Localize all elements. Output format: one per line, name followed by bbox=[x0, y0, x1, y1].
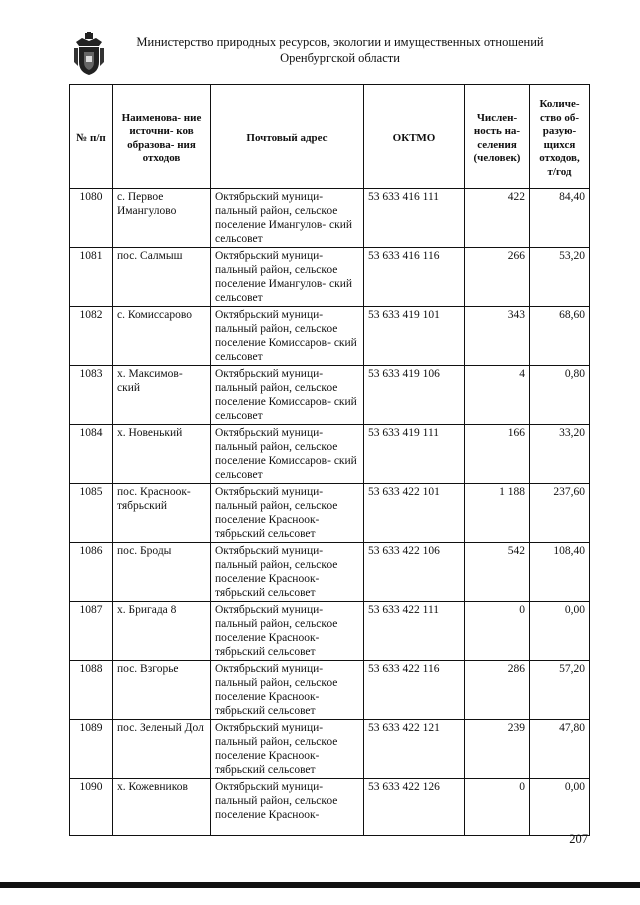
waste-amount: 237,60 bbox=[530, 484, 590, 543]
ministry-title bbox=[110, 34, 570, 66]
row-number: 1087 bbox=[70, 602, 113, 661]
row-number: 1090 bbox=[70, 779, 113, 836]
source-name: пос. Броды bbox=[113, 543, 211, 602]
row-number: 1083 bbox=[70, 366, 113, 425]
table-row bbox=[70, 484, 590, 543]
postal-address: Октябрьский муници- пальный район, сельское поселение Красноок- тябрьский сельсовет bbox=[211, 484, 364, 543]
oktmo-code: 53 633 422 111 bbox=[364, 602, 465, 661]
population: 286 bbox=[465, 661, 530, 720]
row-number: 1082 bbox=[70, 307, 113, 366]
source-name: пос. Салмыш bbox=[113, 248, 211, 307]
waste-amount: 108,40 bbox=[530, 543, 590, 602]
postal-address: Октябрьский муници- пальный район, сельское поселение Красноок- тябрьский сельсовет bbox=[211, 543, 364, 602]
table-row bbox=[70, 661, 590, 720]
table-row bbox=[70, 602, 590, 661]
column-header-source-name: Наименова- ние источни- ков образова- ния отходов bbox=[113, 85, 211, 189]
row-number: 1085 bbox=[70, 484, 113, 543]
coat-of-arms-icon bbox=[72, 32, 106, 76]
postal-address: Октябрьский муници- пальный район, сельское поселение Комиссаров- ский сельсовет bbox=[211, 307, 364, 366]
postal-address: Октябрьский муници- пальный район, сельское поселение Красноок- bbox=[211, 779, 364, 836]
oktmo-code: 53 633 422 116 bbox=[364, 661, 465, 720]
column-header-postal-address: Почтовый адрес bbox=[211, 85, 364, 189]
column-header-number: № п/п bbox=[70, 85, 113, 189]
oktmo-code: 53 633 422 106 bbox=[364, 543, 465, 602]
table-row bbox=[70, 720, 590, 779]
population: 166 bbox=[465, 425, 530, 484]
waste-amount: 47,80 bbox=[530, 720, 590, 779]
source-name: с. Первое Имангулово bbox=[113, 189, 211, 248]
page-number: 207 bbox=[569, 832, 588, 846]
waste-amount: 0,00 bbox=[530, 779, 590, 836]
ministry-title-line2: Оренбургской области bbox=[280, 51, 400, 65]
postal-address: Октябрьский муници- пальный район, сельское поселение Имангулов- ский сельсовет bbox=[211, 248, 364, 307]
oktmo-code: 53 633 422 126 bbox=[364, 779, 465, 836]
table-row bbox=[70, 779, 590, 836]
document-header bbox=[0, 30, 640, 80]
table-row bbox=[70, 248, 590, 307]
table-row bbox=[70, 366, 590, 425]
postal-address: Октябрьский муници- пальный район, сельское поселение Красноок- тябрьский сельсовет bbox=[211, 602, 364, 661]
population: 239 bbox=[465, 720, 530, 779]
source-name: пос. Взгорье bbox=[113, 661, 211, 720]
oktmo-code: 53 633 419 106 bbox=[364, 366, 465, 425]
row-number: 1088 bbox=[70, 661, 113, 720]
table-header-row bbox=[70, 85, 590, 189]
source-name: с. Комиссарово bbox=[113, 307, 211, 366]
waste-amount: 68,60 bbox=[530, 307, 590, 366]
oktmo-code: 53 633 416 111 bbox=[364, 189, 465, 248]
table-row bbox=[70, 543, 590, 602]
waste-amount: 57,20 bbox=[530, 661, 590, 720]
source-name: пос. Зеленый Дол bbox=[113, 720, 211, 779]
column-header-oktmo: ОКТМО bbox=[364, 85, 465, 189]
population: 343 bbox=[465, 307, 530, 366]
waste-amount: 0,80 bbox=[530, 366, 590, 425]
waste-amount: 84,40 bbox=[530, 189, 590, 248]
row-number: 1080 bbox=[70, 189, 113, 248]
population: 4 bbox=[465, 366, 530, 425]
row-number: 1081 bbox=[70, 248, 113, 307]
row-number: 1089 bbox=[70, 720, 113, 779]
population: 1 188 bbox=[465, 484, 530, 543]
bottom-rule bbox=[0, 882, 640, 888]
source-name: х. Новенький bbox=[113, 425, 211, 484]
waste-amount: 53,20 bbox=[530, 248, 590, 307]
column-header-population: Числен- ность на- селения (человек) bbox=[465, 85, 530, 189]
column-header-waste-amount: Количе- ство об- разую- щихся отходов, т/год bbox=[530, 85, 590, 189]
row-number: 1086 bbox=[70, 543, 113, 602]
oktmo-code: 53 633 419 101 bbox=[364, 307, 465, 366]
population: 266 bbox=[465, 248, 530, 307]
postal-address: Октябрьский муници- пальный район, сельское поселение Имангулов- ский сельсовет bbox=[211, 189, 364, 248]
source-name: х. Кожевников bbox=[113, 779, 211, 836]
postal-address: Октябрьский муници- пальный район, сельское поселение Красноок- тябрьский сельсовет bbox=[211, 661, 364, 720]
oktmo-code: 53 633 416 116 bbox=[364, 248, 465, 307]
oktmo-code: 53 633 422 121 bbox=[364, 720, 465, 779]
table-row bbox=[70, 307, 590, 366]
source-name: х. Бригада 8 bbox=[113, 602, 211, 661]
table-row bbox=[70, 425, 590, 484]
source-name: пос. Красноок- тябрьский bbox=[113, 484, 211, 543]
population: 542 bbox=[465, 543, 530, 602]
table-row bbox=[70, 189, 590, 248]
oktmo-code: 53 633 422 101 bbox=[364, 484, 465, 543]
postal-address: Октябрьский муници- пальный район, сельское поселение Красноок- тябрьский сельсовет bbox=[211, 720, 364, 779]
waste-amount: 0,00 bbox=[530, 602, 590, 661]
oktmo-code: 53 633 419 111 bbox=[364, 425, 465, 484]
population: 0 bbox=[465, 779, 530, 836]
row-number: 1084 bbox=[70, 425, 113, 484]
population: 422 bbox=[465, 189, 530, 248]
waste-sources-table bbox=[69, 84, 590, 836]
population: 0 bbox=[465, 602, 530, 661]
postal-address: Октябрьский муници- пальный район, сельское поселение Комиссаров- ский сельсовет bbox=[211, 366, 364, 425]
ministry-title-line1: Министерство природных ресурсов, экологии и имущественных отношений bbox=[136, 35, 544, 49]
postal-address: Октябрьский муници- пальный район, сельское поселение Комиссаров- ский сельсовет bbox=[211, 425, 364, 484]
source-name: х. Максимов- ский bbox=[113, 366, 211, 425]
waste-amount: 33,20 bbox=[530, 425, 590, 484]
